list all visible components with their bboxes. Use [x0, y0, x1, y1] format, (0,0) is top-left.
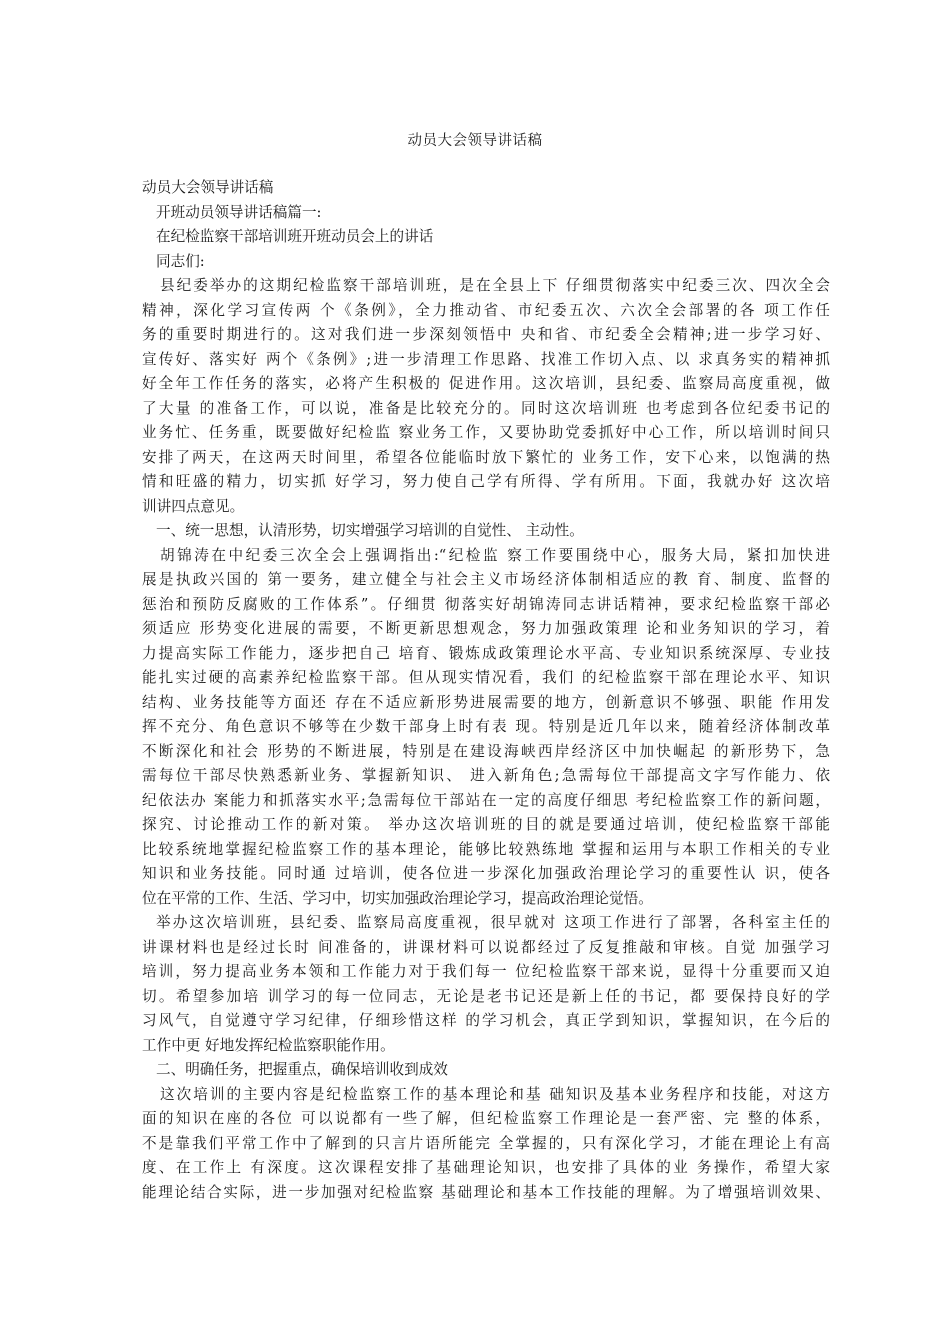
- text-line: 县纪委举办的这期纪检监察干部培训班，是在全县上下 仔细贯彻落实中纪委三次、四次全会: [160, 277, 830, 294]
- text-line: 一、统一思想，认清形势，切实增强学习培训的自觉性、 主动性。: [156, 522, 584, 539]
- text-line: 挥不充分、角色意识不够等在少数干部身上时有表 现。特别是近几年以来，随着经济体制改革: [142, 718, 830, 735]
- text-line: 了大量 的准备工作，可以说，准备是比较充分的。同时这次培训班 也考虑到各位纪委书记的: [142, 399, 830, 417]
- text-line: 展是执政兴国的 第一要务，建立健全与社会主义市场经济体制相适应的教 育、制度、监督的: [142, 571, 830, 588]
- text-line: 业务忙、任务重，既要做好纪检监 察业务工作，又要协助党委抓好中心工作，所以培训时间只: [142, 424, 830, 441]
- text-line: 结构、业务技能等方面还 存在不适应新形势进展需要的地方，创新意识不够强、职能 作用发: [142, 693, 830, 711]
- text-line: 力提高实际工作能力，逐步把自己 培育、锻炼成政策理论水平高、专业知识系统深厚、专业技: [142, 644, 830, 662]
- text-line: 同志们:: [156, 252, 205, 270]
- text-line: 讲课材料也是经过长时 间准备的，讲课材料可以说都经过了反复推敲和审核。自觉 加强学习: [142, 938, 830, 956]
- text-line: 探究、讨论推动工作的新对策。 举办这次培训班的目的就是要通过培训，使纪检监察干部能: [142, 816, 830, 833]
- text-line: 训讲四点意见。: [142, 497, 245, 515]
- text-line: 知识和业务技能。同时通 过培训，使各位进一步深化加强政治理论学习的重要性认 识，使各: [142, 865, 830, 882]
- text-line: 安排了两天，在这两天时间里，希望各位能临时放下繁忙的 业务工作，安下心来，以饱满的热: [142, 448, 830, 466]
- text-line: 不是靠我们平常工作中了解到的只言片语所能完 全掌握的，只有深化学习，才能在理论上有高: [142, 1134, 830, 1152]
- text-line: 习风气，自觉遵守学习纪律，仔细珍惜这样 的学习机会，真正学到知识，掌握知识，在今后的: [142, 1012, 830, 1029]
- text-line: 宣传好、落实好 两个《条例》;进一步清理工作思路、找准工作切入点、以 求真务实的精神抓: [142, 350, 830, 368]
- document-body: [142, 176, 830, 1205]
- text-line: 需每位干部尽快熟悉新业务、掌握新知识、 进入新角色;急需每位干部提高文字写作能力、依: [142, 767, 830, 784]
- text-line: 二、明确任务，把握重点，确保培训收到成效: [156, 1061, 448, 1078]
- text-line: 培训，努力提高业务本领和工作能力对于我们每一 位纪检监察干部来说，显得十分重要而又迫: [142, 963, 830, 980]
- text-line: 举办这次培训班，县纪委、监察局高度重视，很早就对 这项工作进行了部署，各科室主任的: [156, 914, 830, 931]
- text-line: 开班动员领导讲话稿篇一:: [156, 203, 322, 221]
- text-line: 情和旺盛的精力，切实抓 好学习，努力使自己学有所得、学有所用。下面，我就办好 这次培: [142, 473, 830, 490]
- text-line: 务的重要时期进行的。这对我们进一步深刻领悟中 央和省、市纪委全会精神;进一步学习好、: [142, 326, 830, 343]
- text-line: 能扎实过硬的高素养纪检监察干部。但从现实情况看，我们 的纪检监察干部在理论水平、知识: [142, 669, 830, 686]
- text-line: 位在平常的工作、生活、学习中，切实加强政治理论学习，提高政治理论觉悟。: [142, 889, 653, 907]
- text-line: 惩治和预防反腐败的工作体系”。仔细贯 彻落实好胡锦涛同志讲话精神，要求纪检监察干部必: [142, 595, 830, 613]
- text-line: 精神，深化学习宣传两 个《条例》，全力推动省、市纪委五次、六次全会部署的各 项工作任: [142, 301, 830, 319]
- text-line: 动员大会领导讲话稿: [142, 179, 274, 196]
- page-title: 动员大会领导讲话稿: [407, 133, 543, 149]
- text-line: 纪依法办 案能力和抓落实水平;急需每位干部站在一定的高度仔细思 考纪检监察工作的新问题，: [142, 791, 830, 809]
- text-line: 工作中更 好地发挥纪检监察职能作用。: [142, 1036, 395, 1054]
- text-line: 这次培训的主要内容是纪检监察工作的基本理论和基 础知识及基本业务程序和技能，对这方: [160, 1085, 830, 1103]
- text-line: 度、在工作上 有深度。这次课程安排了基础理论知识，也安排了具体的业 务操作，希望大家: [142, 1159, 830, 1176]
- text-line: 能理论结合实际，进一步加强对纪检监察 基础理论和基本工作技能的理解。为了增强培训效果、: [142, 1183, 830, 1201]
- text-line: 切。希望参加培 训学习的每一位同志，无论是老书记还是新上任的书记，都 要保持良好的学: [142, 987, 830, 1005]
- text-line: 面的知识在座的各位 可以说都有一些了解，但纪检监察工作理论是一套严密、完 整的体系，: [142, 1110, 830, 1127]
- text-line: 须适应 形势变化进展的需要，不断更新思想观念，努力加强政策理 论和业务知识的学习，着: [142, 620, 830, 637]
- text-line: 好全年工作任务的落实，必将产生积极的 促进作用。这次培训，县纪委、监察局高度重视，做: [142, 375, 830, 392]
- text-line: 不断深化和社会 形势的不断进展，特别是在建设海峡西岸经济区中加快崛起 的新形势下，急: [142, 742, 830, 760]
- text-line: 比较系统地掌握纪检监察工作的基本理论，能够比较熟练地 掌握和运用与本职工作相关的专业: [142, 840, 830, 858]
- text-line: 胡锦涛在中纪委三次全会上强调指出:“纪检监 察工作要围绕中心，服务大局，紧扣加快进: [160, 546, 830, 564]
- text-line: 在纪检监察干部培训班开班动员会上的讲话: [156, 228, 434, 245]
